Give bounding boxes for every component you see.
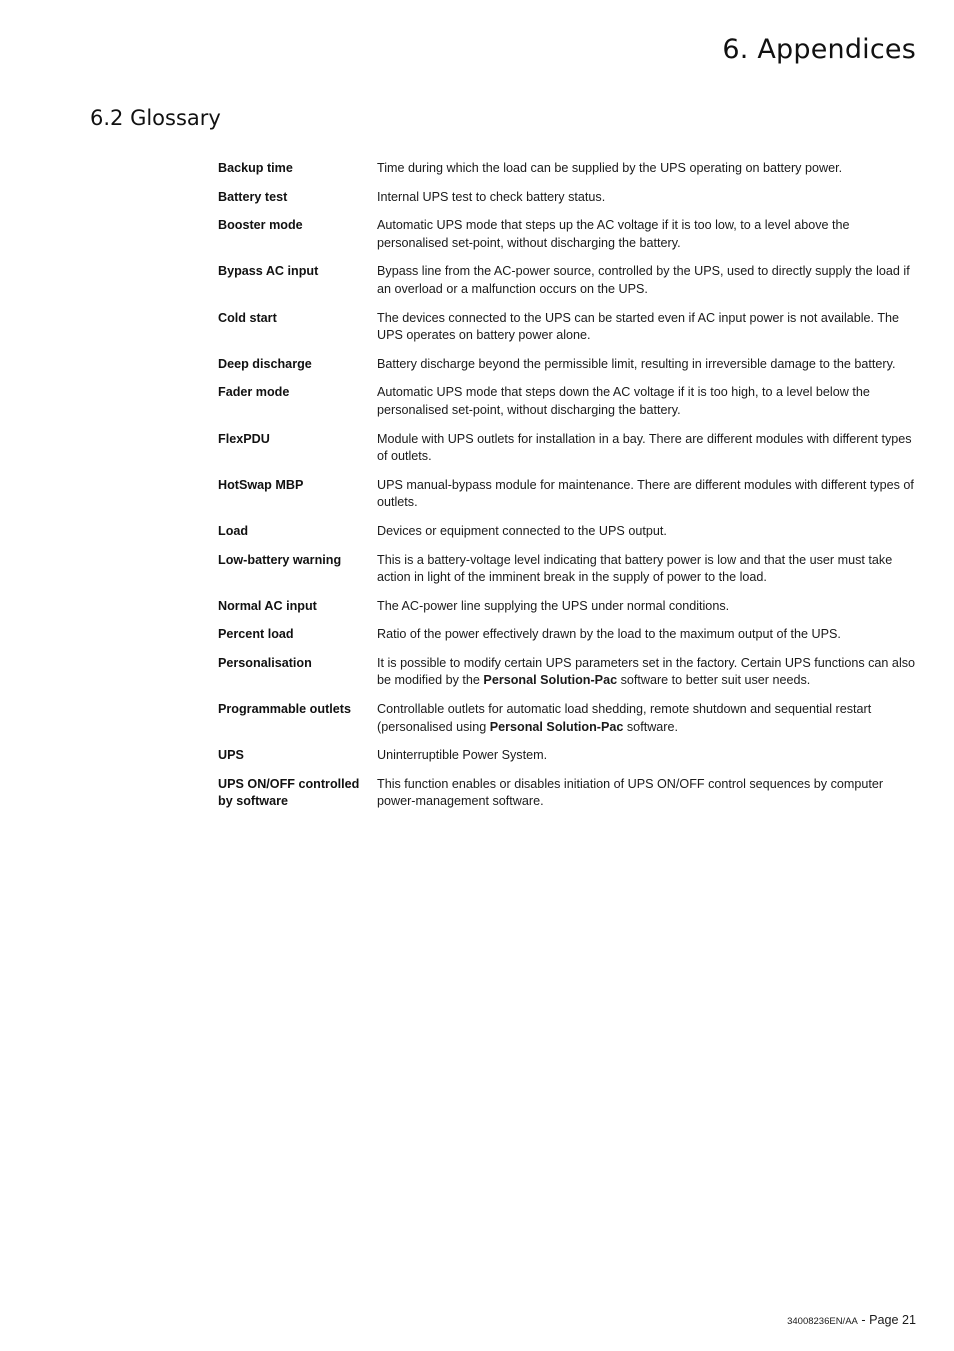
glossary-definition xyxy=(377,477,918,512)
glossary-definition xyxy=(377,310,918,345)
glossary-entry-ups-on-off-controlled-by-software xyxy=(218,776,918,811)
definition-text: Battery discharge beyond the permissible limit, resulting in irreversible damage to the battery. xyxy=(377,356,896,371)
definition-text: Time during which the load can be supplied by the UPS operating on battery power. xyxy=(377,161,843,175)
glossary-definition xyxy=(377,655,918,690)
glossary-term: Deep discharge xyxy=(218,356,312,371)
definition-text: software. xyxy=(623,719,678,734)
glossary-term: Backup time xyxy=(218,161,293,175)
glossary-term: Personalisation xyxy=(218,655,312,670)
software-name: Personal Solution-Pac xyxy=(483,673,618,688)
glossary-term: Percent load xyxy=(218,627,294,642)
glossary-term: Booster mode xyxy=(218,218,303,233)
definition-text: Controllable outlets for automatic load shedding, remote shutdown and sequential restart (personalised using xyxy=(377,702,872,734)
glossary-definition xyxy=(377,263,918,298)
glossary-definition xyxy=(377,384,918,419)
definition-text: It is possible to modify certain UPS parameters set in the factory. Certain UPS functions can also be modified by the xyxy=(377,655,916,688)
glossary-term: Load xyxy=(218,523,249,538)
glossary-term: Programmable outlets xyxy=(218,702,351,717)
software-name: Personal Solution-Pac xyxy=(489,719,624,734)
definition-text: Bypass line from the AC-power source, controlled by the UPS, used to directly supply the load if an overload or a malfunction occurs on the UPS. xyxy=(377,264,910,296)
section-title: 6.2 Glossary xyxy=(90,106,221,130)
glossary-entry-fader-mode xyxy=(218,384,918,419)
glossary-entry-ups xyxy=(218,747,918,765)
glossary-term: UPS xyxy=(218,748,244,763)
page-number: - Page 21 xyxy=(857,1313,916,1327)
definition-text: Ratio of the power effectively drawn by the load to the maximum output of the UPS. xyxy=(377,627,841,642)
glossary-term: Cold start xyxy=(218,310,277,325)
glossary-definition xyxy=(377,701,918,736)
glossary-term: Battery test xyxy=(218,189,288,204)
glossary-definition xyxy=(377,431,918,466)
definition-text: UPS manual-bypass module for maintenance. There are different modules with different types of outlets. xyxy=(377,477,914,510)
glossary-definition xyxy=(377,217,918,252)
glossary-term: UPS ON/OFF controlled by software xyxy=(218,776,360,809)
glossary-entry-personalisation xyxy=(218,655,918,690)
glossary-entry-normal-ac-input xyxy=(218,598,918,616)
definition-text: Automatic UPS mode that steps down the AC voltage if it is too high, to a level below the personalised set-point, without discharging the battery. xyxy=(377,385,870,417)
definition-text: This function enables or disables initiation of UPS ON/OFF control sequences by computer power-management software. xyxy=(377,776,884,809)
glossary-entry-cold-start xyxy=(218,310,918,345)
document-code: 34008236EN/AA xyxy=(787,1316,858,1327)
glossary-definition xyxy=(377,747,918,765)
glossary-term: Fader mode xyxy=(218,385,290,400)
glossary-definition xyxy=(377,523,918,541)
glossary-term: HotSwap MBP xyxy=(218,477,304,492)
definition-text: The AC-power line supplying the UPS under normal conditions. xyxy=(377,598,730,613)
glossary-definition xyxy=(377,160,918,178)
glossary-definition xyxy=(377,356,918,374)
glossary-entry-deep-discharge xyxy=(218,356,918,374)
definition-text: Uninterruptible Power System. xyxy=(377,748,548,763)
glossary-entry-bypass-ac-input xyxy=(218,263,918,298)
page-footer xyxy=(787,1313,916,1327)
glossary-entry-low-battery-warning xyxy=(218,552,918,587)
glossary-entry-backup-time xyxy=(218,160,918,178)
definition-text: Module with UPS outlets for installation in a bay. There are different modules with different types of outlets. xyxy=(377,431,912,464)
chapter-title: 6. Appendices xyxy=(722,34,916,65)
glossary-entry-programmable-outlets xyxy=(218,701,918,736)
definition-text: software to better suit user needs. xyxy=(617,673,811,688)
glossary-entry-booster-mode xyxy=(218,217,918,252)
definition-text: The devices connected to the UPS can be started even if AC input power is not available. The UPS operates on battery power alone. xyxy=(377,310,900,343)
glossary-entry-hotswap-mbp xyxy=(218,477,918,512)
definition-text: This is a battery-voltage level indicating that battery power is low and that the user must take action in light of the imminent break in the supply of power to the load. xyxy=(377,552,893,585)
glossary-entry-percent-load xyxy=(218,626,918,644)
glossary-definition xyxy=(377,598,918,616)
glossary-term: Normal AC input xyxy=(218,598,317,613)
glossary-definition xyxy=(377,626,918,644)
glossary-term: Bypass AC input xyxy=(218,264,319,279)
glossary-entry-flexpdu xyxy=(218,431,918,466)
glossary-term: Low-battery warning xyxy=(218,552,342,567)
glossary-definition xyxy=(377,776,918,811)
glossary-definition xyxy=(377,189,918,207)
definition-text: Internal UPS test to check battery status. xyxy=(377,189,606,204)
glossary-definition xyxy=(377,552,918,587)
glossary-entry-battery-test xyxy=(218,189,918,207)
glossary-term: FlexPDU xyxy=(218,431,270,446)
definition-text: Devices or equipment connected to the UPS output. xyxy=(377,523,667,538)
glossary-list xyxy=(218,160,918,822)
glossary-entry-load xyxy=(218,523,918,541)
definition-text: Automatic UPS mode that steps up the AC voltage if it is too low, to a level above the personalised set-point, without discharging the battery. xyxy=(377,218,850,250)
